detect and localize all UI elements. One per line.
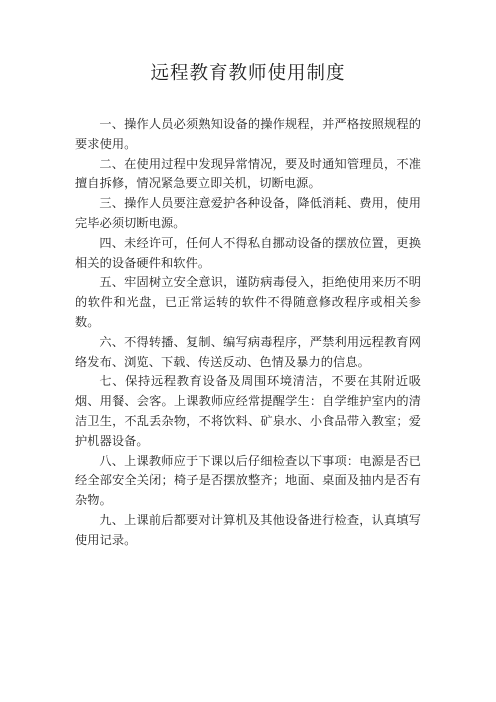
rule-paragraph-7: 七、保持远程教育设备及周围环境清洁，不要在其附近吸烟、用餐、会客。上课教师应经常提醒学生：自学维护室内的清洁卫生，不乱丢杂物，不将饮料、矿泉水、小食品带入教室；爱护机器设备。 [75, 374, 421, 448]
rule-paragraph-6: 六、不得转播、复制、编写病毒程序，严禁利用远程教育网络发布、浏览、下载、传送反动、色情及暴力的信息。 [75, 334, 421, 369]
rule-paragraph-4: 四、未经许可，任何人不得私自挪动设备的摆放位置，更换相关的设备硬件和软件。 [75, 235, 421, 270]
document-title: 远程教育教师使用制度 [150, 63, 346, 84]
rule-paragraph-3: 三、操作人员要注意爱护各种设备，降低消耗、费用，使用完毕必须切断电源。 [75, 196, 421, 230]
document-body [75, 115, 421, 551]
rule-paragraph-9: 九、上课前后都要对计算机及其他设备进行检查，认真填写使用记录。 [75, 512, 421, 547]
rule-paragraph-8: 八、上课教师应于下课以后仔细检查以下事项：电源是否已经全部安全关闭；椅子是否摆放整齐；地面、桌面及抽内是否有杂物。 [75, 453, 421, 508]
rule-paragraph-2: 二、在使用过程中发现异常情况，要及时通知管理员，不准擅自拆修，情况紧急要立即关机，切断电源。 [75, 156, 421, 191]
rule-paragraph-5: 五、牢固树立安全意识，谨防病毒侵入，拒绝使用来历不明的软件和光盘，已正常运转的软件不得随意修改程序或相关参数。 [75, 275, 421, 329]
rule-paragraph-1: 一、操作人员必须熟知设备的操作规程，并严格按照规程的要求使用。 [75, 117, 421, 151]
